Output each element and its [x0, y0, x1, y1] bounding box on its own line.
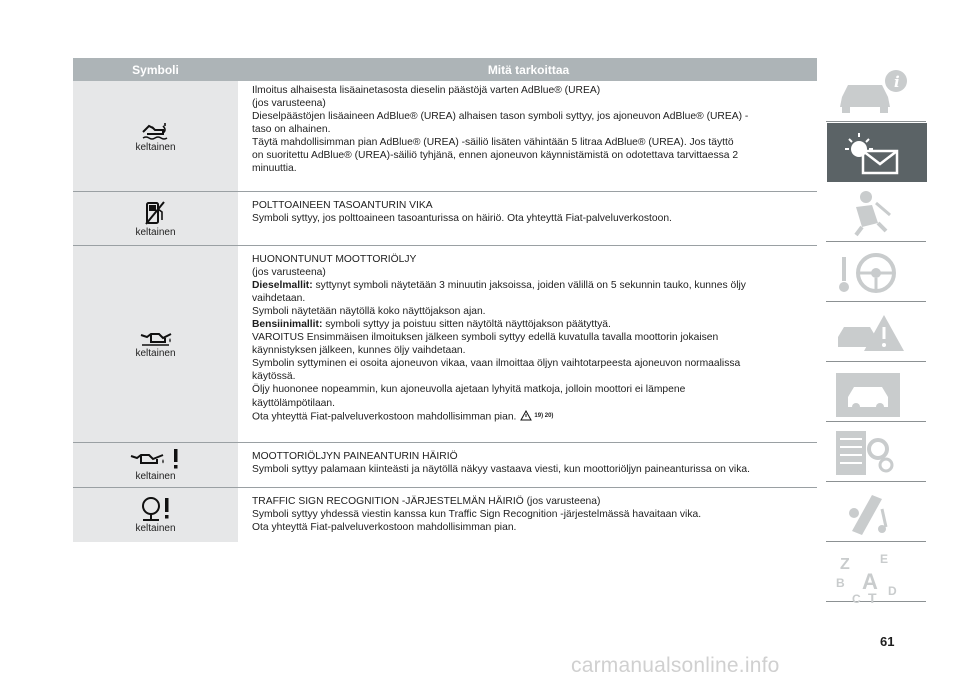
- table-row: [73, 192, 817, 246]
- symbol-cell: [73, 488, 238, 542]
- seat-safety-icon: [832, 187, 922, 239]
- multimedia-icon: [832, 487, 922, 539]
- emergency-icon: [832, 307, 922, 359]
- desc-line: Symboli syttyy palamaan kiinteästi ja näytöllä näkyy vastaava viesti, kun moottoriöljyn paineanturissa on vika.: [252, 464, 750, 476]
- svg-text:i: i: [894, 73, 900, 91]
- table-row: [73, 443, 817, 488]
- color-label: keltainen: [135, 226, 176, 238]
- symbol-cell: [73, 81, 238, 191]
- description-cell: [240, 81, 817, 191]
- tab-index[interactable]: [826, 543, 926, 602]
- description-cell: [240, 443, 817, 487]
- desc-line: [252, 410, 811, 423]
- description-cell: [240, 246, 817, 442]
- symbol-cell: [73, 443, 238, 487]
- desc-text: symboli syttyy ja poistuu sitten näytöltä näyttöjakson päätyttyä.: [322, 319, 611, 331]
- diesel-label: Dieselmallit:: [252, 280, 313, 292]
- petrol-label: Bensiinimallit:: [252, 319, 323, 331]
- tab-emergency[interactable]: [826, 303, 926, 362]
- desc-text: syttynyt symboli näytetään 3 minuutin jaksoissa, joiden välillä on 5 sekunnin tauko, kunnes öljy: [312, 280, 746, 292]
- table-row: [73, 488, 817, 542]
- desc-line: Dieselpäästöjen lisäaineen AdBlue® (UREA) alhaisen tason symboli syttyy, jos ajoneuvon AdBlue® (UREA) -: [252, 111, 749, 123]
- desc-line: käytössä.: [252, 371, 296, 383]
- desc-line: Symboli näytetään näytöllä koko näyttöjakson ajan.: [252, 306, 486, 318]
- desc-line: (jos varusteena): [252, 98, 326, 110]
- description-cell: [240, 488, 817, 542]
- index-letter: C: [852, 592, 861, 603]
- desc-line: on suoritettu AdBlue® (UREA)-säiliö tyhjänä, ennen ajoneuvon käynnistämistä on odotettava tarvittaessa 2: [252, 150, 739, 162]
- color-label: keltainen: [135, 348, 176, 359]
- color-label: keltainen: [135, 142, 176, 153]
- adblue-level-icon: [139, 119, 173, 141]
- symbol-cell: [73, 246, 238, 442]
- index-letter: D: [888, 584, 897, 598]
- desc-line: TRAFFIC SIGN RECOGNITION -JÄRJESTELMÄN HÄIRIÖ (jos varusteena): [252, 496, 601, 507]
- header-symbol: Symboli: [132, 62, 179, 77]
- warning-lights-table: [73, 58, 817, 542]
- tab-car-info[interactable]: [826, 63, 926, 122]
- index-letter: E: [880, 552, 889, 566]
- key-steering-wheel-icon: [832, 247, 922, 299]
- symbol-cell: [73, 192, 238, 245]
- color-label: keltainen: [135, 471, 176, 482]
- car-info-icon: [832, 67, 922, 119]
- description-cell: [240, 192, 817, 245]
- traffic-sign-recognition-fault-icon: [139, 496, 173, 522]
- desc-line: POLTTOAINEEN TASOANTURIN VIKA: [252, 200, 433, 211]
- desc-text: Ota yhteyttä Fiat-palveluverkostoon mahdollisimman pian.: [252, 410, 517, 422]
- index-letter: Z: [840, 556, 850, 573]
- table-row: [73, 81, 817, 192]
- desc-line: vaihdetaan.: [252, 293, 306, 305]
- tab-warning-lights[interactable]: [827, 123, 927, 182]
- desc-line: minuuttia.: [252, 163, 297, 175]
- desc-line: [252, 318, 811, 331]
- index-letter: T: [868, 590, 877, 603]
- desc-line: käyttölämpötilaan.: [252, 397, 335, 409]
- tab-starting-driving[interactable]: [826, 243, 926, 302]
- tab-safety[interactable]: [826, 183, 926, 242]
- fuel-sensor-fault-icon: [144, 200, 168, 226]
- table-row: [73, 246, 817, 443]
- index-letter: A: [862, 569, 878, 594]
- desc-line: (jos varusteena): [252, 267, 326, 279]
- oil-degraded-icon: [139, 329, 173, 347]
- reference-numbers: 19) 20): [534, 412, 554, 419]
- desc-line: Ota yhteyttä Fiat-palveluverkostoon mahdollisimman pian.: [252, 522, 517, 534]
- desc-line: VAROITUS Ensimmäisen ilmoituksen jälkeen symboli syttyy edellä kuvatulla tavalla moottorin jokaisen: [252, 332, 719, 344]
- desc-line: käynnistyksen jälkeen, kunnes öljy vaihdetaan.: [252, 345, 466, 357]
- desc-line: Symboli syttyy yhdessä viestin kanssa kun Traffic Sign Recognition -järjestelmässä havaitaan vika.: [252, 509, 702, 521]
- desc-line: Täytä mahdollisimman pian AdBlue® (UREA) -säiliö lisäten vähintään 5 litraa AdBlue® (UREA). Jos täyttö: [252, 137, 734, 149]
- desc-line: Öljy huononee nopeammin, kun ajoneuvolla ajetaan lyhyitä matkoja, jolloin moottori ei lämpene: [252, 384, 686, 396]
- index-icon: [832, 547, 922, 603]
- desc-line: MOOTTORIÖLJYN PAINEANTURIN HÄIRIÖ: [252, 451, 458, 462]
- index-letter: B: [836, 576, 845, 590]
- car-maintenance-icon: [832, 367, 922, 419]
- watermark: carmanualsonline.info: [571, 654, 780, 677]
- desc-line: taso on alhainen.: [252, 124, 331, 136]
- tab-multimedia[interactable]: [826, 483, 926, 542]
- desc-line: [252, 279, 811, 292]
- desc-line: Symbolin syttyminen ei osoita ajoneuvon vikaa, vaan ilmoittaa öljyn vaihtotarpeesta ajoneuvon normaalissa: [252, 358, 741, 370]
- desc-line: Symboli syttyy, jos polttoaineen tasoanturissa on häiriö. Ota yhteyttä Fiat-palveluverkostoon.: [252, 213, 672, 225]
- page-number: 61: [880, 634, 895, 649]
- technical-data-icon: [832, 427, 922, 479]
- header-meaning: Mitä tarkoittaa: [487, 62, 570, 77]
- color-label: keltainen: [135, 523, 176, 534]
- desc-line: HUONONTUNUT MOOTTORIÖLJY: [252, 254, 417, 265]
- table-header: [73, 58, 817, 81]
- tab-technical-data[interactable]: [826, 423, 926, 482]
- tab-maintenance[interactable]: [826, 363, 926, 422]
- warning-light-message-icon: [833, 127, 923, 179]
- warning-triangle-icon: [520, 410, 532, 421]
- oil-pressure-sensor-fault-icon: [129, 448, 183, 470]
- desc-line: Ilmoitus alhaisesta lisäainetasosta dieselin päästöjä varten AdBlue® (UREA): [252, 85, 601, 96]
